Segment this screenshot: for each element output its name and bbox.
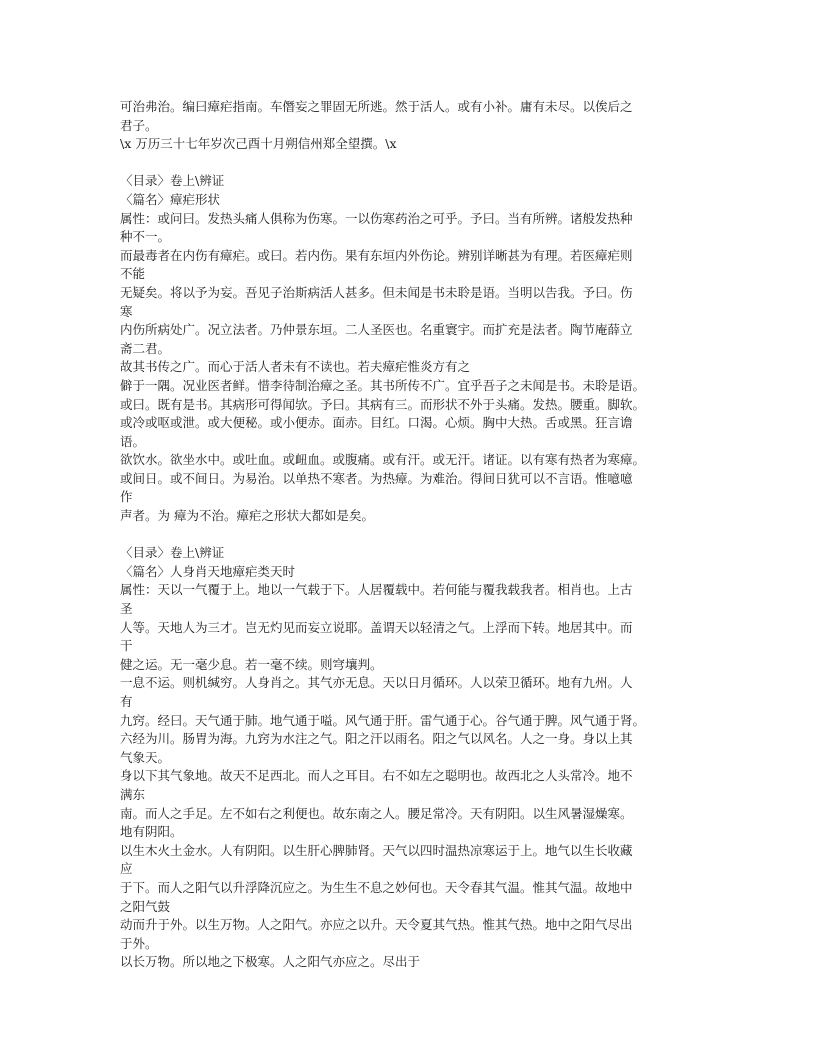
text-line: 气象天。 — [120, 749, 171, 765]
text-line: 或间日。或不间日。为易治。以单热不寒者。为热瘴。为难治。得间日犹可以不言语。惟噫噫 — [120, 470, 633, 486]
paragraph-gap — [120, 526, 700, 545]
text-line: 人等。天地人为三才。岂无灼见而妄立说耶。盖谓天以轻清之气。上浮而下转。地居其中。而 — [120, 619, 633, 635]
text-line: 不能 — [120, 266, 146, 282]
text-line: 应 — [120, 861, 133, 877]
text-line: 地有阴阳。 — [120, 824, 183, 840]
text-line: 寒 — [120, 303, 133, 319]
text-line: 六经为川。肠胃为海。九窍为水注之气。阳之汗以雨名。阳之气以风名。人之一身。身以上其 — [120, 731, 633, 747]
text-line: 身以下其气象地。故天不足西北。而人之耳目。右不如左之聪明也。故西北之人头常冷。地不 — [120, 768, 633, 784]
text-line: 以生木火土金水。人有阴阳。以生肝心脾肺肾。天气以四时温热凉寒运于上。地气以生长收藏 — [120, 842, 633, 858]
author-line: \x 万历三十七年岁次己酉十月朔信州郑全望撰。\x — [120, 136, 397, 152]
text-line: 可治弗治。编曰瘴疟指南。车僭妄之罪固无所逃。然于活人。或有小补。庸有未尽。以俟后之 — [120, 99, 633, 114]
text-line: 九窍。经曰。天气通于肺。地气通于嗌。风气通于肝。雷气通于心。谷气通于脾。风气通于肾。 — [120, 712, 646, 728]
chapter-heading: 〈篇名〉人身肖天地瘴疟类天时 — [120, 563, 296, 579]
section-shape-of-miasma — [120, 172, 700, 525]
catalog-heading: 〈目录〉卷上\辨证 — [120, 545, 225, 561]
text-line: 作 — [120, 489, 133, 505]
text-line: 满东 — [120, 786, 146, 802]
text-line: 有 — [120, 694, 133, 709]
text-line: 于外。 — [120, 935, 158, 951]
text-line: 无疑矣。将以予为妄。吾见子治斯病活人甚多。但未闻是书未聆是语。当明以告我。予曰。伤 — [120, 284, 633, 300]
text-line: 君子。 — [120, 117, 158, 133]
text-line: 语。 — [120, 433, 146, 449]
catalog-heading: 〈目录〉卷上\辨证 — [120, 173, 225, 189]
text-line: 或曰。既有是书。其病形可得闻欤。予曰。其病有三。而形状不外于头痛。发热。腰重。脚软。 — [120, 396, 646, 412]
text-line: 以长万物。所以地之下极寒。人之阳气亦应之。尽出于 — [120, 954, 421, 970]
text-line: 南。而人之手足。左不如右之利便也。故东南之人。腰足常冷。天有阴阳。以生风暑湿燥寒。 — [120, 805, 633, 821]
text-line: 斋二君。 — [120, 340, 171, 356]
text-line: 声者。为 瘴为不治。瘴疟之形状大都如是矣。 — [120, 508, 374, 524]
text-line: 而最毒者在内伤有瘴疟。或曰。若内伤。果有东垣内外伤论。辨别详晰甚为有理。若医瘴疟则 — [120, 247, 633, 263]
text-line: 或冷或呕或泄。或大便秘。或小便赤。面赤。目红。口渴。心烦。胸中大热。舌或黑。狂言谵 — [120, 415, 633, 431]
text-line: 干 — [120, 638, 133, 654]
text-line: 动而升于外。以生万物。人之阳气。亦应之以升。天令夏其气热。惟其气热。地中之阳气尽出 — [120, 917, 633, 933]
text-line: 之阳气鼓 — [120, 898, 171, 914]
text-line: 于下。而人之阳气以升浮降沉应之。为生生不息之妙何也。天令春其气温。惟其气温。故地中 — [120, 879, 633, 895]
paragraph-gap — [120, 154, 700, 173]
text-line: 圣 — [120, 601, 133, 617]
text-line: 内伤所病处广。况立法者。乃仲景东垣。二人圣医也。名重寰宇。而扩充是法者。陶节庵薛立 — [120, 322, 633, 338]
text-line: 一息不运。则机缄穷。人身肖之。其气亦无息。天以日月循环。人以荣卫循环。地有九州。人 — [120, 675, 633, 691]
section-human-body-heaven-earth — [120, 544, 700, 972]
text-line: 欲饮水。欲坐水中。或吐血。或衄血。或腹痛。或有汗。或无汗。诸证。以有寒有热者为寒瘴。 — [120, 452, 646, 468]
text-line: 种不一。 — [120, 229, 171, 245]
text-line: 健之运。无一毫少息。若一毫不续。则穹壤判。 — [120, 656, 383, 672]
text-line: 属性：或问曰。发热头痛人俱称为伤寒。一以伤寒药治之可乎。予曰。当有所辨。诸般发热种 — [120, 210, 633, 226]
text-line: 僻于一隅。况业医者鲜。惜李待制治瘴之圣。其书所传不广。宜乎吾子之未闻是书。未聆是语。 — [120, 377, 646, 393]
chapter-heading: 〈篇名〉瘴疟形状 — [120, 191, 221, 207]
text-line: 故其书传之广。而心于活人者未有不读也。若夫瘴疟惟炎方有之 — [120, 359, 471, 375]
text-line: 属性：天以一气覆于上。地以一气载于下。人居覆载中。若何能与覆我载我者。相肖也。上古 — [120, 582, 633, 598]
preface-block — [120, 98, 700, 154]
document-page — [120, 98, 700, 972]
